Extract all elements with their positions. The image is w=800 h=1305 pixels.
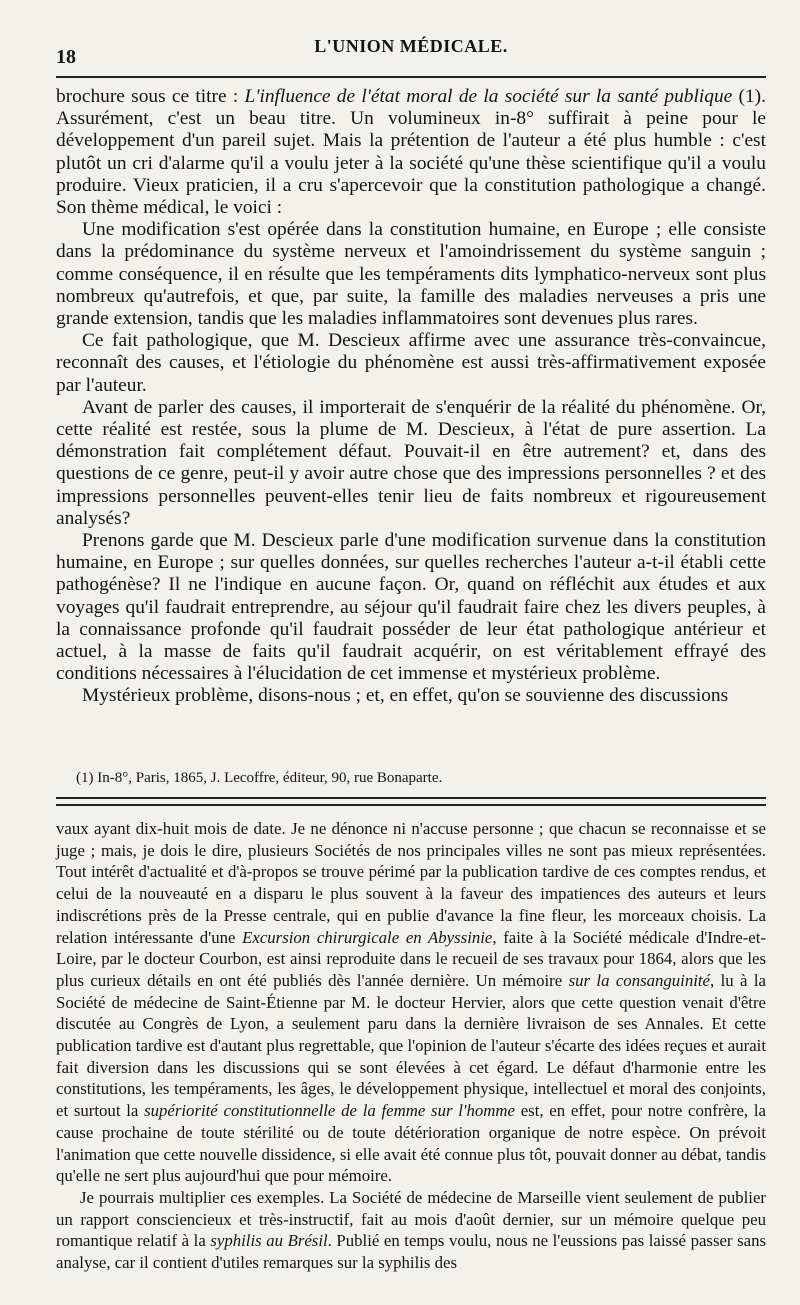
header-rule — [56, 76, 766, 78]
text-run: (1). Assurément, c'est un beau titre. Un volumineux in-8° suffirait à peine pour le développement d'un pareil sujet. Mais la prétention de l'auteur a été plus humble : c'est plutôt un cri d'alarme qu'il a voulu jeter à la société qu'une thèse scientifique qu'il a voulu produire. Vieux praticien, il a cru s'apercevoir que la constitution pathologique a changé. Son thème médical, le voici : — [56, 86, 766, 219]
paragraph — [56, 818, 766, 1187]
text-run: est, en effet, pour notre confrère, la cause prochaine de toute stérilité ou de toute détérioration organique de notre espèce. On prévoit l'animation que cette nouvelle dissidence, si elle avait été connue plus tôt, pouvait donner au débat, tandis qu'elle ne sert plus aujourd'hui que pour mémoire. — [56, 1101, 766, 1186]
text-run: Ce fait pathologique, que M. Descieux affirme avec une assurance très-convaincue, reconnaît des causes, et l'étiologie du phénomène est aussi très-affirmativement exposée par l'auteur. — [56, 330, 766, 396]
text-run: Prenons garde que M. Descieux parle d'une modification survenue dans la constitution humaine, en Europe ; sur quelles données, sur quelles recherches l'auteur a-t-il établi cette pathogénèse? Il ne l'indique en aucune façon. Or, quand on réfléchit aux études et aux voyages qu'il faudrait entreprendre, au séjour qu'il faudrait faire chez les divers peuples, à la connaissance profonde qu'il faudrait posséder de leur état pathologique antérieur et actuel, à la masse de faits qu'il faudrait acquérir, on est véritablement effrayé des conditions nécessaires à l'élucidation de cet immense et mystérieux problème. — [56, 530, 766, 685]
page-header — [56, 36, 766, 76]
text-run: Je pourrais multiplier ces exemples. La Société de médecine de Marseille vient seulement de publier un rapport consciencieux et très-instructif, fait au mois d'août dernier, sur un mémoire quelque peu romantique relatif à la — [56, 1187, 766, 1251]
italic-title: sur la consanguinité — [568, 970, 711, 990]
page-number: 18 — [56, 46, 76, 68]
main-text — [56, 86, 766, 708]
paragraph — [56, 1187, 766, 1274]
italic-title: L'influence de l'état moral de la société sur la santé publique — [244, 86, 733, 107]
text-run: Une modification s'est opérée dans la constitution humaine, en Europe ; elle consiste dans la prédominance du système nerveux et l'amoindrissement du système sanguin ; comme conséquence, il en résulte que les tempéraments dits lymphatico-nerveux sont plus nombreux qu'autrefois, et que, par suite, la famille des maladies nerveuses a pris une grande extension, tandis que les maladies inflammatoires sont devenues plus rares. — [56, 219, 766, 330]
text-run: . Publié en temps voulu, nous ne l'eussions pas laissé passer sans analyse, car il contient d'utiles remarques sur la syphilis des — [56, 1231, 766, 1273]
text-run: , lu à la Société de médecine de Saint-Étienne par M. le docteur Hervier, alors que cette question venait d'être discutée au Congrès de Lyon, a seulement paru dans la dernière livraison de ses Annales. Et cette publication tardive est d'autant plus regrettable, que l'opinion de l'auteur s'écarte des idées reçues et aurait fait diversion dans les discussions qui se sont élevées à cet égard. Le défaut d'harmonie entre les constitutions, les tempéraments, les âges, le développement physique, intellectuel et moral des conjoints, et surtout la — [56, 970, 766, 1121]
continued-text — [56, 818, 766, 1274]
footnote: (1) In-8°, Paris, 1865, J. Lecoffre, éditeur, 90, rue Bonaparte. — [76, 770, 443, 786]
text-run: brochure sous ce titre : — [56, 86, 245, 107]
paragraph — [56, 530, 766, 685]
italic-title: syphilis au Brésil — [210, 1231, 328, 1251]
italic-title: supériorité constitutionnelle de la femme sur l'homme — [144, 1101, 515, 1121]
text-run: , faite à la Société médicale d'Indre-et-Loire, par le docteur Courbon, est ainsi reproduite dans le recueil de ses travaux pour 1864, alors que les plus curieux détails en ont été publiés dès l'année dernière. Un mémoire — [56, 927, 766, 990]
text-run: vaux ayant dix-huit mois de date. Je ne dénonce ni n'accuse personne ; que chacun se reconnaisse et se juge ; mais, je dois le dire, plusieurs Sociétés de nos principales villes ne sont pas mieux représentées. Tout intérêt d'actualité et d'à-propos se trouve périmé par la publication tardive de ces comptes rendus, et celui de la nouveauté en a disparu le plus souvent à la faveur des impatiences des auteurs et leurs indiscrétions près de la Presse centrale, qui en publie d'avance la fine fleur, les morceaux choisis. La relation intéressante d'une — [56, 819, 766, 947]
italic-title: Excursion chirurgicale en Abyssinie — [242, 927, 493, 947]
text-run: Mystérieux problème, disons-nous ; et, en effet, qu'on se souvienne des discussions — [82, 685, 729, 707]
paragraph — [56, 397, 766, 530]
paragraph — [56, 219, 766, 330]
paragraph — [56, 685, 766, 707]
section-divider — [56, 797, 766, 806]
paragraph — [56, 330, 766, 397]
text-run: Avant de parler des causes, il importerait de s'enquérir de la réalité du phénomène. Or, cette réalité est restée, sous la plume de M. Descieux, à l'état de pure assertion. La démonstration fait complétement défaut. Pouvait-il en être autrement? et, dans des questions de ce genre, peut-il y avoir autre chose que des impressions personnelles ? et des impressions personnelles peuvent-elles tenir lieu de faits nombreux et rigoureusement analysés? — [56, 396, 766, 529]
paragraph — [56, 86, 766, 219]
running-title: L'UNION MÉDICALE. — [314, 36, 508, 56]
